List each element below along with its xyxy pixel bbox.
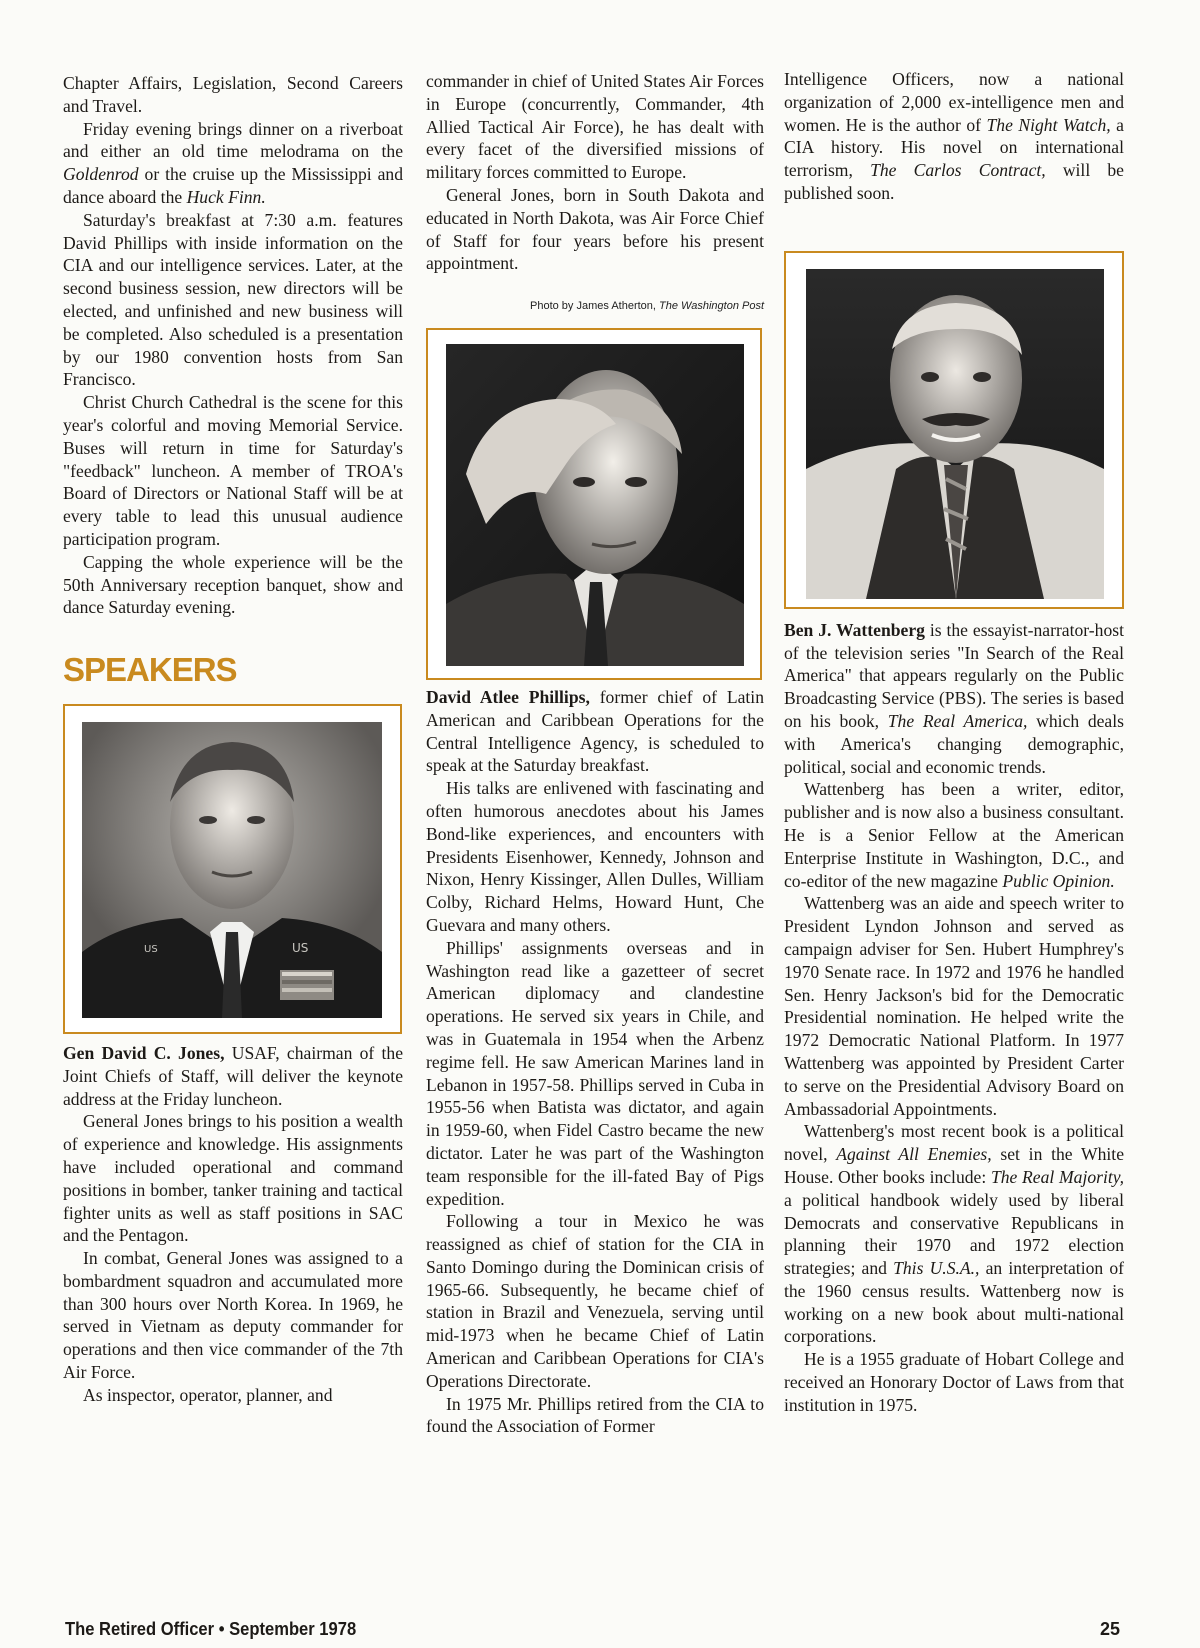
paragraph: Wattenberg has been a writer, editor, publisher and is now also a business consultant. He is a Senior Fellow at the American Enterprise Institute in Washington, D.C., and co-editor of the new magazine Public Opinion. bbox=[784, 779, 1124, 891]
svg-text:US: US bbox=[292, 940, 309, 955]
portrait-wattenberg-image bbox=[806, 269, 1104, 599]
paragraph: Friday evening brings dinner on a riverboat and either an old time melodrama on the Goldenrod or the cruise up the Mississippi and dance aboard the Huck Finn. bbox=[63, 118, 403, 207]
column-1 bbox=[63, 72, 403, 1407]
paragraph: General Jones brings to his position a wealth of experience and knowledge. His assignments have included operational and command positions in bomber, tanker training and tactical fighter units as well as staff positions in SAC and the Pentagon. bbox=[63, 1111, 403, 1246]
photo-caption-phillips: David Atlee Phillips, former chief of Latin American and Caribbean Operations for the Central Intelligence Agency, is scheduled to speak at the Saturday breakfast. bbox=[426, 686, 764, 776]
paragraph: Capping the whole experience will be the 50th Anniversary reception banquet, show and dance Saturday evening. bbox=[63, 551, 403, 618]
section-heading: SPEAKERS bbox=[63, 651, 237, 689]
page-number: 25 bbox=[1099, 1619, 1120, 1639]
paragraph: Saturday's breakfast at 7:30 a.m. features David Phillips with inside information on the CIA and our intelligence services. Later, at the second business session, new directors will be elected, and unfinished and new business will be completed. Also scheduled is a presentation by our 1980 convention hosts from San Francisco. bbox=[63, 209, 403, 390]
paragraph: In combat, General Jones was assigned to a bombardment squadron and accumulated more than 300 hours over North Korea. In 1969, he served in Vietnam as deputy commander for operations and then vice commander of the 7th Air Force. bbox=[63, 1248, 403, 1383]
paragraph: Intelligence Officers, now a national organization of 2,000 ex-intelligence men and women. He is the author of The Night Watch, a CIA history. His novel on international terrorism, The Carlos Contract, will be published soon. bbox=[784, 69, 1124, 203]
photo-wattenberg bbox=[806, 269, 1104, 599]
svg-text:US: US bbox=[144, 943, 158, 955]
photo-frame-jones bbox=[63, 704, 402, 1034]
photo-frame-phillips bbox=[426, 328, 762, 680]
photo-phillips bbox=[446, 344, 744, 666]
photo-frame-wattenberg bbox=[784, 251, 1124, 609]
paragraph: Phillips' assignments overseas and in Washington read like a gazetteer of secret American diplomacy and clandestine operations. He served six years in Chile, and was in Guatemala in 1954 when the Arbenz regime fell. He saw American Marines land in Lebanon in 1957-58. Phillips served in Cuba in 1955-56 when Batista was dictator, and again in 1959-60, when Fidel Castro became the new dictator. Later he was part of the Washington team responsible for the ill-fated Bay of Pigs expedition. bbox=[426, 937, 764, 1209]
paragraph: Wattenberg's most recent book is a political novel, Against All Enemies, set in the White House. Other books include: The Real Majority, a political handbook widely used by liberal Democrats and conservative Republicans in planning their 1970 and 1972 election strategies; and This U.S.A., an interpretation of the 1960 census results. Wattenberg now is working on a new book about multi-national corporations. bbox=[784, 1121, 1125, 1347]
paragraph: General Jones, born in South Dakota and educated in North Dakota, was Air Force Chief of Staff for four years before his present appointment. bbox=[426, 184, 764, 274]
column-2 bbox=[426, 70, 764, 1438]
paragraph: Wattenberg was an aide and speech writer to President Lyndon Johnson and served as campaign adviser for Sen. Hubert Humphrey's 1970 Senate race. In 1972 and 1976 he handled Sen. Henry Jackson's bid for the Democratic Presidential nomination. He helped write the 1972 Democratic National Platform. In 1977 Wattenberg was appointed by President Carter to serve on the Presidential Advisory Board on Ambassadorial Appointments. bbox=[784, 893, 1124, 1119]
paragraph: As inspector, operator, planner, and bbox=[83, 1384, 333, 1405]
column-3 bbox=[784, 68, 1124, 1417]
portrait-jones-image bbox=[82, 722, 382, 1018]
footer-publication-line: The Retired Officer • September 1978 bbox=[65, 1619, 357, 1639]
photo-caption-jones: Gen David C. Jones, USAF, chairman of the Joint Chiefs of Staff, will deliver the keynote address at the Friday luncheon. bbox=[63, 1042, 404, 1109]
paragraph: He is a 1955 graduate of Hobart College and received an Honorary Doctor of Laws from that institution in 1975. bbox=[784, 1349, 1124, 1415]
paragraph: In 1975 Mr. Phillips retired from the CIA to found the Association of Former bbox=[426, 1393, 764, 1437]
photo-jones bbox=[82, 722, 382, 1018]
paragraph: Chapter Affairs, Legislation, Second Careers and Travel. bbox=[63, 73, 403, 116]
photo-caption-wattenberg: Ben J. Wattenberg is the essayist-narrator-host of the television series "In Search of the Real America" that appears regularly on the Public Broadcasting Service (PBS). The series is based on his book, The Real America, which deals with America's changing demographic, political, social and economic trends. bbox=[784, 619, 1124, 777]
paragraph: commander in chief of United States Air Forces in Europe (concurrently, Commander, 4th Allied Tactical Air Force), he has dealt with every facet of the diversified missions of military forces committed to Europe. bbox=[426, 71, 764, 183]
photo-credit: Photo by James Atherton, The Washington Post bbox=[530, 300, 764, 313]
paragraph: Christ Church Cathedral is the scene for this year's colorful and moving Memorial Service. Buses will return in time for Saturday's "feedback" luncheon. A member of TROA's Board of Directors or National Staff will be at every table to lead this unusual audience participation program. bbox=[63, 392, 403, 549]
paragraph: His talks are enlivened with fascinating and often humorous anecdotes about his James Bond-like experiences, and encounters with Presidents Eisenhower, Kennedy, Johnson and Nixon, Henry Kissinger, Allen Dulles, William Colby, Richard Helms, Howard Hunt, Che Guevara and many others. bbox=[426, 778, 764, 935]
portrait-phillips-image bbox=[446, 344, 744, 666]
paragraph: Following a tour in Mexico he was reassigned as chief of station for the CIA in Santo Domingo during the Dominican crisis of 1965-66. Subsequently, he became chief of station in Brazil and Venezuela, serving until mid-1973 when he became Chief of Latin American and Caribbean Operations for CIA's Operations Directorate. bbox=[426, 1211, 764, 1391]
